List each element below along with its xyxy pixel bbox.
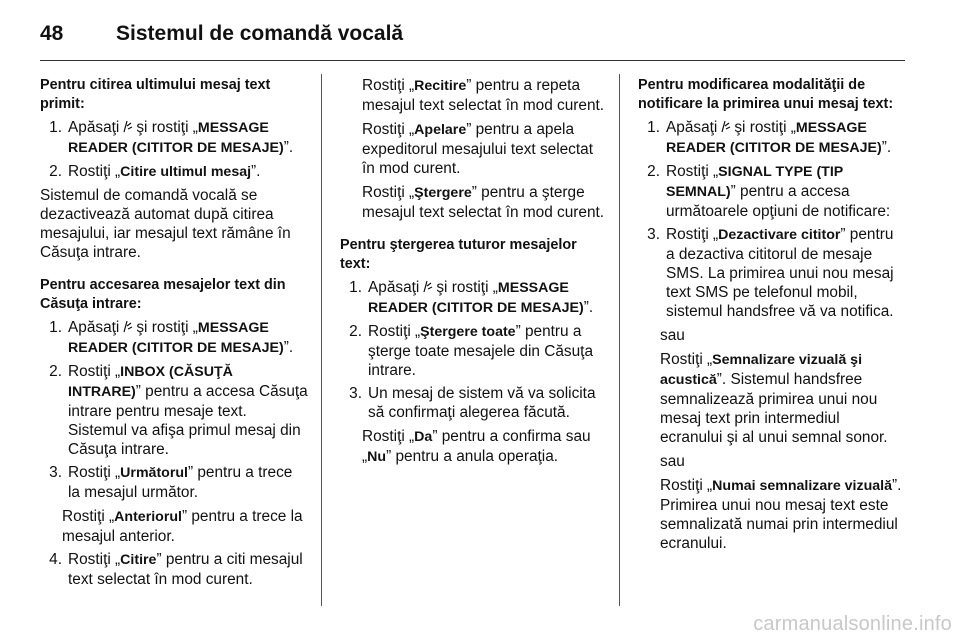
sub-paragraph: Rostiţi „Numai semnalizare vizuală”. Primirea unui nou mesaj text este semnalizată numai prin intermediul ecranului. bbox=[660, 477, 902, 552]
watermark: carmanualsonline.info bbox=[753, 613, 952, 635]
list-item: 4. Rostiţi „Citire” pentru a citi mesajul text selectat în mod curent. bbox=[49, 551, 303, 588]
sub-paragraph: sau bbox=[660, 327, 685, 344]
sub-paragraph: Rostiţi „Anteriorul” pentru a trece la mesajul anterior. bbox=[62, 508, 303, 545]
sub-paragraph: Rostiţi „Apelare” pentru a apela expeditorul mesajului text selectat în mod curent. bbox=[362, 121, 593, 177]
voice-control-icon bbox=[720, 120, 731, 133]
sub-paragraph: Rostiţi „Recitire” pentru a repeta mesajul text selectat în mod curent. bbox=[362, 77, 605, 114]
header-rule bbox=[40, 60, 905, 61]
voice-control-icon bbox=[122, 120, 133, 133]
page-header bbox=[40, 14, 403, 54]
list-item: 1. Apăsaţi şi rostiţi „MESSAGE READER (CITITOR DE MESAJE)”. bbox=[49, 119, 294, 156]
list-item: 3. Rostiţi „Dezactivare cititor” pentru a dezactiva cititorul de mesaje SMS. La primirea unui nou mesaj text SMS pe telefonul mobil, sistemul handsfree vă va notifica. bbox=[647, 226, 894, 320]
section-heading: Pentru accesarea mesajelor text din Căsuţa intrare: bbox=[40, 277, 286, 312]
list-item: 1. Apăsaţi şi rostiţi „MESSAGE READER (CITITOR DE MESAJE)”. bbox=[647, 119, 892, 156]
list-item: 1. Apăsaţi şi rostiţi „MESSAGE READER (CITITOR DE MESAJE)”. bbox=[349, 279, 594, 316]
paragraph: Sistemul de comandă vocală se dezactivează automat după citirea mesajului, iar mesajul text rămâne în Căsuţa intrare. bbox=[40, 187, 291, 261]
column-divider-1 bbox=[321, 74, 322, 606]
column-3 bbox=[638, 76, 906, 553]
list-item: 2. Rostiţi „SIGNAL TYPE (TIP SEMNAL)” pentru a accesa următoarele opţiuni de notificare: bbox=[647, 163, 891, 220]
column-2 bbox=[340, 76, 608, 467]
sub-paragraph: sau bbox=[660, 453, 685, 470]
voice-control-icon bbox=[122, 320, 133, 333]
section-heading: Pentru citirea ultimului mesaj text primit: bbox=[40, 77, 271, 112]
section-heading: Pentru modificarea modalităţii de notificare la primirea unui mesaj text: bbox=[638, 77, 894, 112]
section-heading: Pentru ştergerea tuturor mesajelor text: bbox=[340, 237, 577, 272]
sub-paragraph: Rostiţi „Ştergere” pentru a şterge mesajul text selectat în mod curent. bbox=[362, 184, 605, 221]
list-item: 3. Rostiţi „Următorul” pentru a trece la mesajul următor. bbox=[49, 464, 293, 501]
column-1 bbox=[40, 76, 308, 589]
list-item: 2. Rostiţi „INBOX (CĂSUŢĂ INTRARE)” pentru a accesa Căsuţa intrare pentru mesaje text. Sistemul va afişa primul mesaj din Căsuţa intrare. bbox=[49, 363, 308, 458]
sub-paragraph: Rostiţi „Da” pentru a confirma sau „Nu” pentru a anula operaţia. bbox=[362, 428, 591, 465]
column-divider-2 bbox=[619, 74, 620, 606]
list-item: 3. Un mesaj de sistem vă va solicita să confirmaţi alegerea făcută. bbox=[349, 385, 596, 421]
sub-paragraph: Rostiţi „Semnalizare vizuală şi acustică”. Sistemul handsfree semnalizează primirea unui nou mesaj text prin intermediul ecranului şi al unui semnal sonor. bbox=[660, 351, 888, 446]
list-item: 2. Rostiţi „Ştergere toate” pentru a şterge toate mesajele din Căsuţa intrare. bbox=[349, 323, 594, 379]
page-title: Sistemul de comandă vocală bbox=[116, 22, 404, 45]
page-number: 48 bbox=[40, 22, 64, 45]
list-item: 1. Apăsaţi şi rostiţi „MESSAGE READER (CITITOR DE MESAJE)”. bbox=[49, 319, 294, 356]
list-item: 2. Rostiţi „Citire ultimul mesaj”. bbox=[49, 163, 261, 180]
voice-control-icon bbox=[422, 280, 433, 293]
